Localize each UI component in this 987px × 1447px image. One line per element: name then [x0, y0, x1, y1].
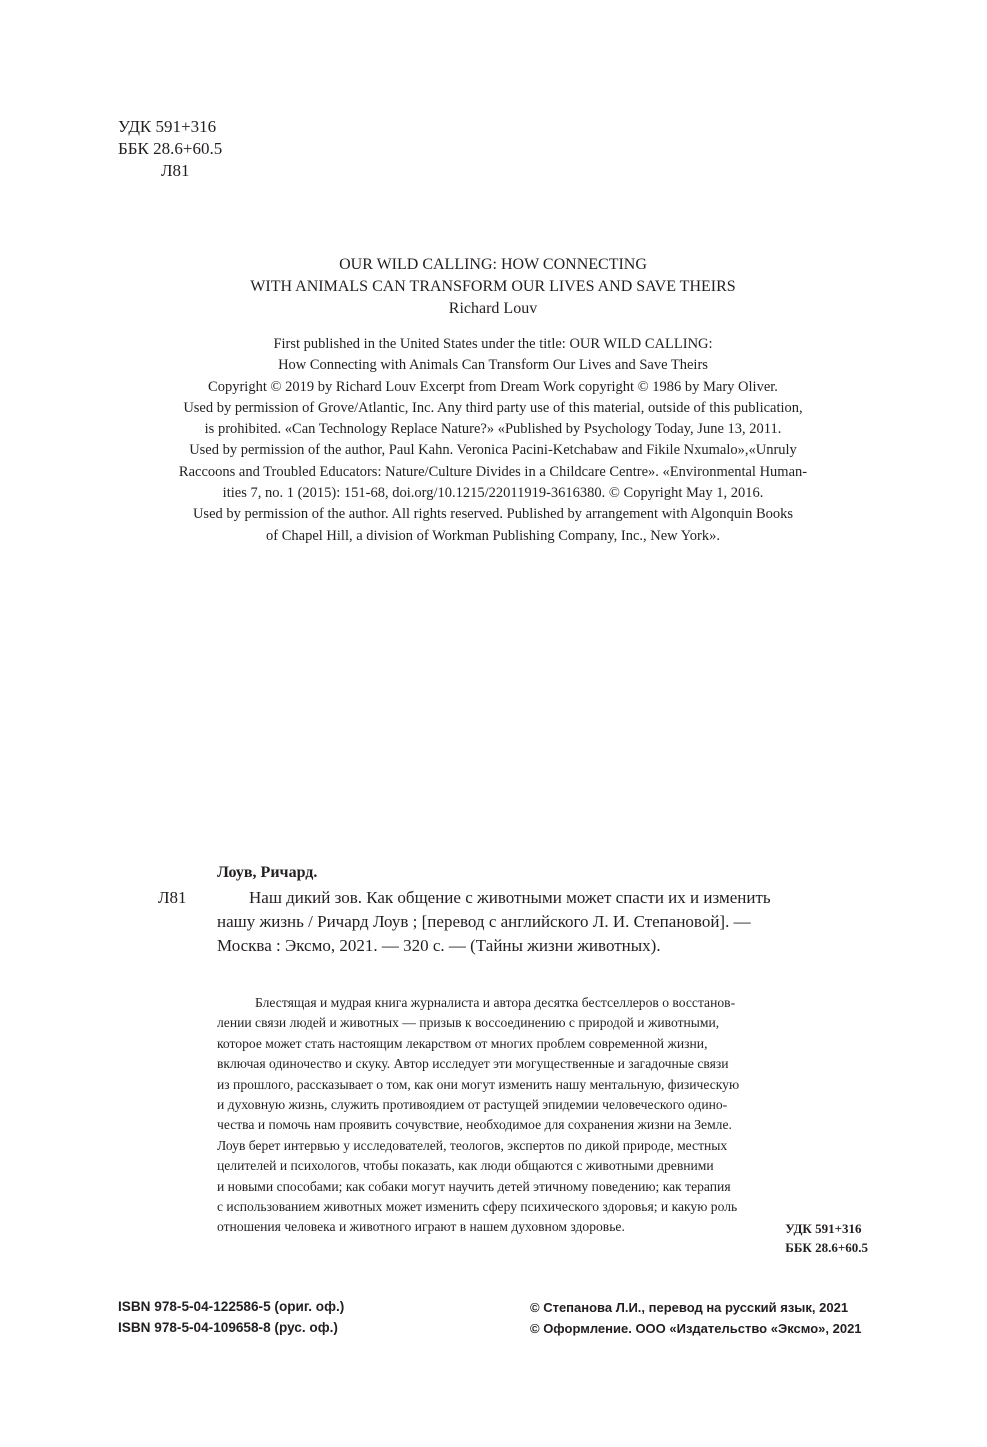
description-line: Наш дикий зов. Как общение с животными может спасти их и изменить [249, 888, 771, 907]
bbk-code-bottom: ББК 28.6+60.5 [785, 1240, 868, 1255]
copyright-block [530, 1298, 862, 1339]
copyright-design: © Оформление. ООО «Издательство «Эксмо», 2021 [530, 1320, 862, 1336]
rights-line: Raccoons and Troubled Educators: Nature/Culture Divides in a Childcare Centre». «Environmental Human- [178, 463, 808, 480]
author-sign: Л81 [161, 161, 190, 180]
rights-line: of Chapel Hill, a division of Workman Publishing Company, Inc., New York». [266, 527, 720, 544]
catalog-code: Л81 [158, 888, 187, 907]
annotation [217, 993, 868, 1238]
annotation-line: Блестящая и мудрая книга журналиста и автора десятка бестселлеров о восстанов- [255, 995, 736, 1010]
rights-line: First published in the United States under the title: OUR WILD CALLING: [273, 336, 713, 352]
annotation-line: которое может стать настоящим лекарством от многих проблем современной жизни, [217, 1035, 708, 1051]
original-author: Richard Louv [448, 300, 538, 317]
description-line: нашу жизнь / Ричард Лоув ; [перевод с английского Л. И. Степановой]. — [217, 911, 751, 931]
description-line: Москва : Эксмо, 2021. — 320 с. — (Тайны жизни животных). [217, 935, 661, 955]
isbn-block [118, 1296, 344, 1338]
rights-line: Used by permission of the author, Paul Kahn. Veronica Pacini-Ketchabaw and Fikile Nxumalo»,«Unruly [189, 442, 797, 459]
annotation-line: и новыми способами; как собаки могут научить детей этичному поведению; как терапия [217, 1178, 731, 1194]
rights-line: is prohibited. «Can Technology Replace Nature?» «Published by Psychology Today, June 13, 2011. [204, 421, 782, 438]
bbk-code: ББК 28.6+60.5 [118, 139, 223, 158]
udk-code-bottom: УДК 591+316 [785, 1221, 862, 1236]
original-title-line-2: WITH ANIMALS CAN TRANSFORM OUR LIVES AND SAVE THEIRS [250, 278, 736, 295]
annotation-line: и духовную жизнь, служить противоядием от растущей эпидемии человеческого одино- [217, 1097, 728, 1113]
bibliographic-description [217, 886, 868, 957]
rights-line: Copyright © 2019 by Richard Louv Excerpt from Dream Work copyright © 1986 by Mary Oliver. [208, 378, 778, 395]
annotation-line: целителей и психологов, чтобы показать, как люди общаются с животными древними [217, 1158, 714, 1174]
rights-line: ities 7, no. 1 (2015): 151-68, doi.org/10.1215/22011919-3616380. © Copyright May 1, 2016. [222, 485, 764, 502]
copyright-translation: © Степанова Л.И., перевод на русский язык, 2021 [530, 1300, 849, 1315]
annotation-line: чества и помочь нам проявить сочувствие, необходимое для сохранения жизни на Земле. [217, 1117, 732, 1133]
annotation-line: включая одиночество и скуку. Автор исследует эти могущественные и загадочные связи [217, 1056, 729, 1072]
original-title-line-1: OUR WILD CALLING: HOW CONNECTING [339, 256, 647, 273]
annotation-line: Лоув берет интервью у исследователей, теологов, экспертов по дикой природе, местных [217, 1137, 728, 1153]
rights-line: Used by permission of Grove/Atlantic, Inc. Any third party use of this material, outside of this publication, [183, 399, 803, 416]
bottom-classification-codes [785, 1219, 868, 1257]
annotation-line: отношения человека и животного играют в нашем духовном здоровье. [217, 1219, 625, 1235]
annotation-line: лении связи людей и животных — призыв к воссоединению с природой и животными, [217, 1015, 720, 1031]
rights-line: Used by permission of the author. All rights reserved. Published by arrangement with Algonquin Books [192, 506, 794, 523]
udk-code: УДК 591+316 [118, 117, 217, 136]
annotation-line: из прошлого, рассказывает о том, как они могут изменить нашу ментальную, физическую [217, 1076, 740, 1092]
isbn-russian: ISBN 978-5-04-109658-8 (рус. оф.) [118, 1320, 338, 1335]
rights-line: How Connecting with Animals Can Transform Our Lives and Save Theirs [278, 357, 708, 374]
catalog-author-heading: Лоув, Ричард. [217, 864, 318, 881]
annotation-line: с использованием животных может изменить сферу психического здоровья; и какую роль [217, 1199, 738, 1215]
rights-notice [100, 334, 886, 547]
original-title-block [100, 254, 886, 320]
top-classification-codes [118, 116, 222, 182]
isbn-original: ISBN 978-5-04-122586-5 (ориг. оф.) [118, 1299, 345, 1314]
